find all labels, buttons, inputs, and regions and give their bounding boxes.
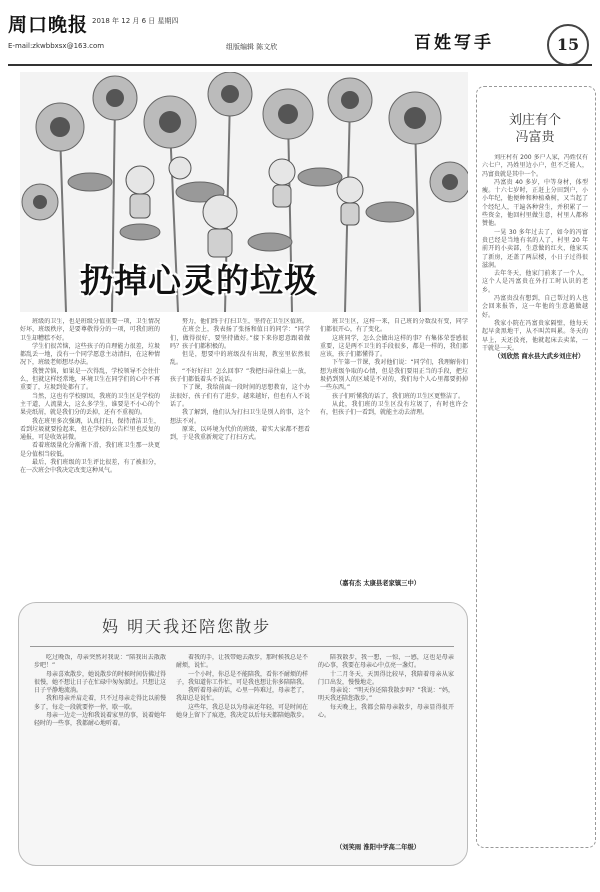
paragraph: 当然，这也有学校原因，我班的卫生区是学校的主干道，人流量大，这么多学生，谁要是不小心的个果壳纸屑，就是我们分的丢掉，还有不重视的。 xyxy=(20,392,160,417)
paragraph: “不好好扫！怎么回事？”我把扫帚往桌上一放，孩子们都低着头不说话。 xyxy=(170,367,310,384)
paragraph: 每天晚上，我都会陪母亲散步，母亲显得很开心。 xyxy=(318,703,454,720)
paragraph: 去年冬天，他家门前来了一个人，这个人是冯富贵在外打工时认识的老乡。 xyxy=(482,270,588,294)
bottom-article-title: 妈 明天我还陪您散步 xyxy=(102,617,272,636)
paragraph: 我和母亲并肩走着，只不过母亲走得比以前慢多了，每走一段就要停一停，歇一歇。 xyxy=(34,695,166,711)
paragraph: 孩子们听懂我的话了，我们班的卫生区更整洁了。 xyxy=(332,392,465,400)
paragraph: 最后，我们班级的卫生评比很差，有了被扣分，在一次班会中我决定改变这种风气。 xyxy=(20,459,160,475)
contact-email: E-mail:zkwbbxsx@163.com xyxy=(8,42,105,50)
paragraph: 冯富贵 40 多岁，中等身材，体型瘦。十六七岁时，正赶上分田到户，小小年纪，他便种和种植桑树，又当起了个经纪人，干遍各种营生，并积累了一些资金，他回村里做生意，村里人都称赞他。 xyxy=(482,178,588,228)
section-title: 百姓写手 xyxy=(414,33,494,53)
paragraph: 学生们很苦恼，这些孩子的自理能力很差，垃圾都乱丢一地，没有一个同学愿意主动清扫，在这种情况下，班级老师想尽办法。 xyxy=(20,342,160,367)
paragraph: 陪我散步，我一想，一惊，一感，这也是母亲的心事，我要在母亲心中点亮一盏灯。 xyxy=(318,654,454,670)
main-article-col-2 xyxy=(170,318,310,590)
page-number-badge: 15 xyxy=(547,24,589,66)
paragraph: 我在班里多次强调，认真打扫，保持清洁卫生，看到垃圾就要捡起来，但在学校的公告栏里也反复的通报，可是收效甚微。 xyxy=(20,417,160,442)
paragraph: 下午第一节课，我对他们说：“同学们，我理解你们想为班级争取的心情，但是我们要用正当的手段，把垃圾扔到别人的区域是不对的，我们每个人心里都要扔掉一些东西。” xyxy=(320,359,468,392)
bottom-article-col-1 xyxy=(34,654,166,850)
paragraph: 我了解到，他们认为打扫卫生是别人的事，这个想法不对。 xyxy=(170,409,310,425)
paragraph: 我家小院在冯富贵家隔壁，他每天起早贪黑地干，从不叫苦叫累。冬天的早上，天还没亮，他就起床去卖菜，一干就是一天。 xyxy=(482,319,588,352)
bottom-article-rule xyxy=(30,646,454,647)
paragraph: 班卫生区，这样一来，自己班的分数没有变，同学们都很开心，有了变化。 xyxy=(320,318,468,334)
masthead-rule xyxy=(8,64,592,66)
editor-credit: 组版编辑 陈文欣 xyxy=(226,43,278,51)
paragraph: 原来，以环境为代价的班级，着实大家都不想看到，于是我重新规定了打扫方式。 xyxy=(170,425,310,442)
paragraph: 但是，想要中的班级没有出现，教室里依然很乱。 xyxy=(170,351,310,367)
paragraph: 我听着母亲的话，心里一阵难过，母亲老了，我却总是说忙。 xyxy=(176,687,308,703)
paragraph: 从此，我们班的卫生区没有垃圾了，有时也许会有，但孩子们一看到，就能主动去清理。 xyxy=(320,400,468,417)
sidebar-article-body xyxy=(482,154,588,842)
paragraph: 班级的卫生，也是班级分值重要一项，卫生情况好坏，班级秩序，是要尊敬得分的一项，可我们班的卫生却糟糕不好。 xyxy=(20,318,160,342)
bottom-article-byline: （刘笑雨 淮阳中学高二年级） xyxy=(336,844,421,851)
paragraph: 一晃 30 多年过去了，如今的冯富贵已经是当地有名的人了，村里 20 年前开的小卖部，生意做的红火，他家买了新房，还盖了两层楼，小日子过得很滋润。 xyxy=(482,228,588,269)
paragraph: 着我的手，让我带她去散步，那时候我总是不耐烦，说忙。 xyxy=(176,654,308,670)
newspaper-logo: 周口晚报 xyxy=(8,14,89,36)
paragraph: 努力，他们终于打扫卫生，坚持在卫生区值班。 xyxy=(182,318,309,325)
main-article-headline: 扔掉心灵的垃圾 xyxy=(80,261,318,300)
paragraph: 刘庄村有 200 多户人家，冯姓仅有六七户，冯姓里边小户，但不乏能人，冯富贵就是其中一个。 xyxy=(482,154,588,178)
title-line: 冯富贵 xyxy=(515,130,555,145)
paragraph: 吃过晚饭，母亲突然对我说：“陪我出去散散步吧！” xyxy=(34,654,166,670)
main-article-col-3 xyxy=(320,318,468,572)
main-article-byline: （嘉有杰 太康县老家镇三中） xyxy=(336,580,421,587)
paragraph: 在班会上，我表扬了张扬和值日的同学：“同学们，做得很好，要坚持做好。”接下来你愿意跟着做吗？孩子们都积极的。 xyxy=(170,326,310,350)
paragraph: 母亲喜欢散步，她说散步的时候时间仿佛过得很慢，她不想让日子在忙碌中匆匆溜过。只想让这日子平静地流淌。 xyxy=(34,670,166,695)
bottom-article-col-2 xyxy=(176,654,308,850)
sidebar-byline: （刘欣然 商水县大武乡刘庄村） xyxy=(494,353,585,361)
paragraph: 十二月冬天，天黑得比较早，我陪着母亲从家门口出发，慢慢地走。 xyxy=(318,670,454,686)
title-line: 刘庄有个 xyxy=(508,113,561,128)
date-text: 2018 年 12 月 6 日 xyxy=(92,17,156,25)
main-article-col-1 xyxy=(20,318,160,590)
paragraph: 下了课，我给前面一段时间的思想教育，这个办法很好，孩子们有了进步，越来越好，但也有人不说话了。 xyxy=(170,384,310,408)
paragraph: 看着班级量化分渐渐下滑，我们班卫生那一块更是分值相当较低。 xyxy=(20,442,160,458)
weekday-text: 星期四 xyxy=(157,17,179,25)
paragraph: 这些年，我总是以为母亲还年轻，可是时间在她身上留下了痕迹，我决定以后每天都陪她散步。 xyxy=(176,703,308,720)
paragraph: 我赞苦恼，如果是一次得乱，学校领导不会往什么，但就这样经常地，环境卫生在同学们的心中不再重要了，垃圾到处都有了。 xyxy=(20,367,160,392)
sidebar-article-title xyxy=(482,112,588,146)
bottom-article-col-3 xyxy=(318,654,454,834)
issue-date xyxy=(92,16,179,26)
paragraph: 一个小时，你总是不能陪我，看你不耐烦的样子，我知道你工作忙，可是我也想让你多陪陪我。 xyxy=(176,670,308,686)
paragraph: 这班同学，怎么会做出这样的事？有集体荣誉感很重要，这是两不卫生的手段很多，都是一样的，我们都应该，孩子们都懂得了。 xyxy=(320,334,468,359)
paragraph: 母亲说：“明天你还陪我散步吗？”我说：“妈，明天我还陪您散步。” xyxy=(318,687,454,703)
paragraph: 冯富贵没有想到，自己帮过的人也会回来报答，这一年他的生意越做越好。 xyxy=(482,295,588,319)
paragraph: 母亲一边走一边和我说着家里的事，说着她年轻时的一些事，我都耐心地听着。 xyxy=(34,712,166,728)
